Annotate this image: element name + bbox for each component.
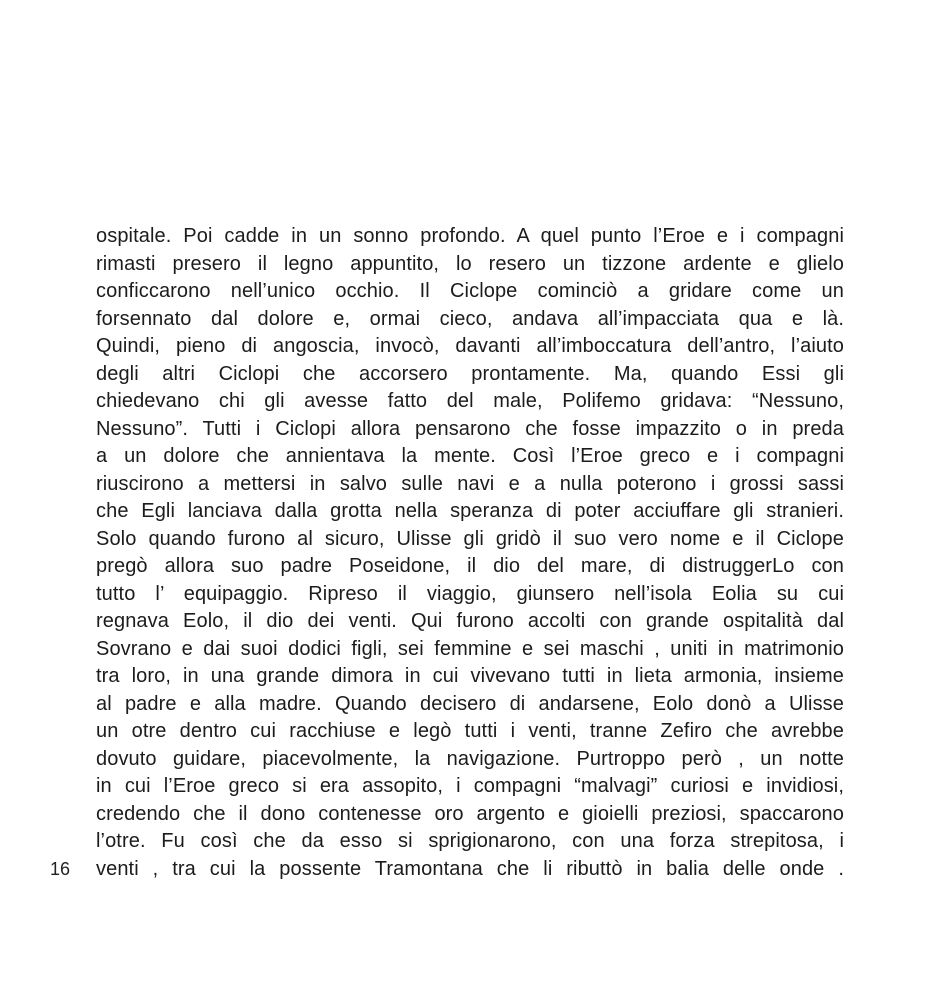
text-line: al padre e alla madre. Quando decisero di andarsene, Eolo donò a Ulisse xyxy=(96,692,844,715)
text-line: in cui l’Eroe greco si era assopito, i compagni “malvagi” curiosi e invidiosi, xyxy=(96,775,844,797)
text-line: venti , tra cui la possente Tramontana che li ributtò in balia delle onde . xyxy=(96,857,844,880)
body-text-block xyxy=(96,223,844,883)
text-line: forsennato dal dolore e, ormai cieco, andava all’impacciata qua e là. xyxy=(96,307,844,330)
text-line: chiedevano chi gli avesse fatto del male, Polifemo gridava: “Nessuno, xyxy=(96,390,844,412)
text-line: Nessuno”. Tutti i Ciclopi allora pensarono che fosse impazzito o in preda xyxy=(96,417,844,440)
text-line: tra loro, in una grande dimora in cui vivevano tutti in lieta armonia, insieme xyxy=(96,665,844,687)
page-number: 16 xyxy=(50,858,71,879)
text-line: dovuto guidare, piacevolmente, la navigazione. Purtroppo però , un notte xyxy=(96,747,844,770)
text-line: Quindi, pieno di angoscia, invocò, davanti all’imboccatura dell’antro, l’aiuto xyxy=(96,335,844,357)
text-line: che Egli lanciava dalla grotta nella speranza di poter acciuffare gli stranieri. xyxy=(96,500,844,522)
text-line: un otre dentro cui racchiuse e legò tutti i venti, tranne Zefiro che avrebbe xyxy=(96,720,844,742)
text-line: degli altri Ciclopi che accorsero prontamente. Ma, quando Essi gli xyxy=(96,362,844,385)
text-line: credendo che il dono contenesse oro argento e gioielli preziosi, spaccarono xyxy=(96,802,844,825)
text-line: a un dolore che annientava la mente. Così l’Eroe greco e i compagni xyxy=(96,445,844,467)
text-line: Sovrano e dai suoi dodici figli, sei femmine e sei maschi , uniti in matrimonio xyxy=(96,637,844,660)
text-line: l’otre. Fu così che da esso si sprigionarono, con una forza strepitosa, i xyxy=(96,830,844,852)
text-line: ospitale. Poi cadde in un sonno profondo. A quel punto l’Eroe e i compagni xyxy=(96,225,844,247)
text-line: rimasti presero il legno appuntito, lo resero un tizzone ardente e glielo xyxy=(96,252,844,275)
text-line: Solo quando furono al sicuro, Ulisse gli gridò il suo vero nome e il Ciclope xyxy=(96,527,844,550)
text-line: regnava Eolo, il dio dei venti. Qui furono accolti con grande ospitalità dal xyxy=(96,610,844,632)
text-line: pregò allora suo padre Poseidone, il dio del mare, di distruggerLo con xyxy=(96,555,844,577)
text-line: riuscirono a mettersi in salvo sulle navi e a nulla poterono i grossi sassi xyxy=(96,472,844,495)
text-line: conficcarono nell’unico occhio. Il Ciclope cominciò a gridare come un xyxy=(96,280,844,302)
text-line: tutto l’ equipaggio. Ripreso il viaggio, giunsero nell’isola Eolia su cui xyxy=(96,582,844,605)
